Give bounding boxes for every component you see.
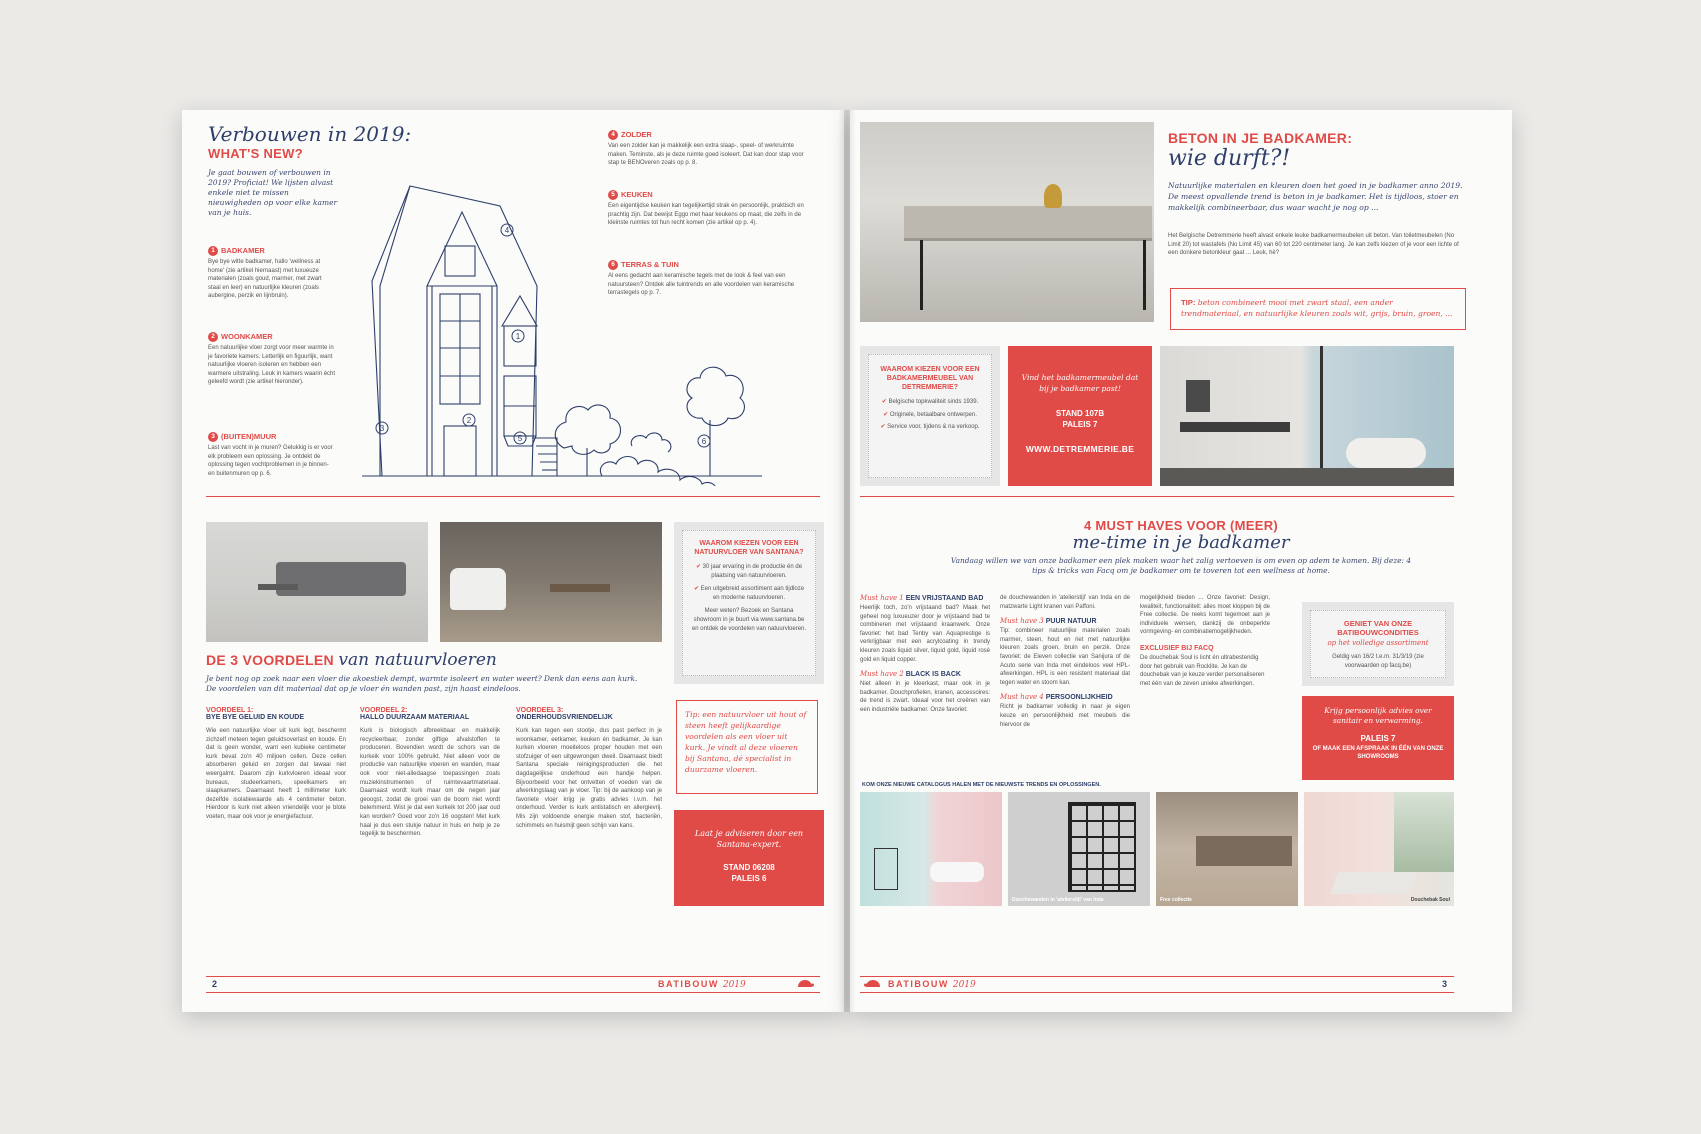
sidebox-item-text: 30 jaar ervaring in de productie én de plaatsing van natuurvloeren. (702, 564, 803, 579)
voordelen-heading (206, 650, 497, 670)
item-text: Van een zolder kan je makkelijk een extra slaap-, speel- of werkruimte maken. Teminste, als je deze ruimte goed isoleert. Dat kan door stap voor stap te BENOveren zoals op p. 8. (608, 143, 804, 167)
brand-name: BATIBOUW (888, 979, 949, 989)
voordeel-label: VOORDEEL 1: (206, 707, 254, 714)
musthaves-heading-navy: me-time in je badkamer (1072, 532, 1290, 553)
sidebox-item (877, 423, 983, 432)
santana-cta-box (674, 810, 824, 906)
cta-paleis: PALEIS 6 (731, 874, 767, 883)
item-title: (BUITEN)MUUR (221, 432, 277, 441)
cta-line: Laat je adviseren door een Santana-expert. (694, 829, 804, 849)
conditions-title: GENIET VAN ONZE BATIBOUWCONDITIES (1337, 619, 1419, 637)
musthave-text: Niet alleen in je kleerkast, maar ook in je badkamer. Douchprofielen, kranen, accessoires: de trend is zwart. Ideaal voor het creëren van een industriële badkamer. Onze favoriet: (860, 681, 990, 713)
check-icon: ✔ (693, 586, 699, 593)
conditions-note: Geldig van 16/2 t.e.m. 31/3/19 (zie voorwaarden op facq.be) (1332, 654, 1424, 669)
beton-body: Het Belgische Detremmerie heeft alvast enkele leuke badkamermeubelen uit beton. Van toiletmeubelen (No Limit 20) tot wastafels (No Limit 45) van 60 tot 220 centimeter lang. Je kan zelfs kiezen of je voor een lichte of een donkere betonkleur gaat ... Leuk, hè? (1168, 233, 1459, 257)
tip-text: Tip: een natuurvloer uit hout of steen heeft gelijkaardige voordelen als een vloer uit kurk. Je vindt al deze vloeren bij Santana, dé specialist in duurzame vloeren. (685, 710, 807, 774)
exclusief-title: EXCLUSIEF BIJ FACQ (1140, 644, 1214, 652)
musthave-title: PERSOONLIJKHEID (1045, 694, 1113, 702)
mirror-shape (1186, 380, 1210, 412)
shower-screen-shape (1068, 802, 1136, 892)
item-zolder (608, 130, 804, 168)
musthave-text: de douchewanden in 'atelierstijl' van Inda en de matzwarte Light kranen van Paffoni. (1000, 595, 1130, 610)
catalog-photo-4 (1304, 792, 1454, 906)
item-number: 4 (608, 130, 618, 140)
cta-line: Krijg persoonlijk advies over sanitair en verwarming. (1324, 706, 1432, 725)
musthave-label: Must have 3 (1000, 617, 1044, 626)
santana-tip-box (676, 700, 818, 794)
footer-line-bottom (206, 992, 820, 993)
bathtub-shape (1346, 438, 1426, 468)
house-label-6: 6 (701, 437, 707, 446)
tip-label: TIP: (1181, 298, 1196, 307)
voordeel-label: VOORDEEL 2: (360, 707, 408, 714)
floor-shape (1160, 468, 1454, 486)
musthaves-heading-red: 4 MUST HAVES VOOR (MEER) (1083, 518, 1279, 533)
cta-url[interactable]: WWW.DETREMMERIE.BE (1025, 444, 1135, 454)
musthave-text: Tip: combineer natuurlijke materialen zoals marmer, steen, hout en riet met natuurlijke kleuren zoals groen, bruin en perzik. Onze favoriet: de Eleven collectie van Sanijura of de Acuto serie van Inda met eindeloos veel HPL-afwerkingen. HPL is een resistent materiaal dat tegen water en stoom kan. (1000, 628, 1130, 686)
voordeel-label: VOORDEEL 3: (516, 707, 564, 714)
conditions-sub: op het volledige assortiment (1327, 639, 1429, 647)
sidebox-extra: Meer weten? Bezoek en Santana showroom in je buurt via www.santana.be en ontdek de voordelen van natuurvloeren. (691, 608, 807, 632)
house-label-3: 3 (379, 424, 385, 433)
item-number: 3 (208, 432, 218, 442)
cta-sub: OF MAAK EEN AFSPRAAK IN ÉÉN VAN ONZE SHOWROOMS (1312, 746, 1444, 760)
brand-year: 2019 (952, 980, 976, 990)
musthaves-intro: Vandaag willen we van onze badkamer een plek maken waar het zalig vertoeven is om even op adem te komen. Bij deze: 4 tips & tricks van Facq om je badkamer om te toveren tot een wellness at home. (950, 556, 1412, 575)
musthave-col-2 (1000, 594, 1130, 729)
house-illustration (332, 176, 772, 486)
item-title: BADKAMER (221, 246, 265, 255)
whats-new-subtitle: WHAT'S NEW? (208, 146, 303, 161)
voordeel-title: BYE BYE GELUID EN KOUDE (206, 714, 305, 721)
catalog-photo-1 (860, 792, 1002, 906)
page-right (850, 110, 1512, 1012)
sidebox-title: WAAROM KIEZEN VOOR EEN NATUURVLOER VAN SANTANA? (694, 540, 804, 556)
gold-figure (1044, 184, 1062, 208)
check-icon: ✔ (881, 399, 887, 405)
house-label-5: 5 (517, 434, 523, 443)
heading-navy: van natuurvloeren (338, 650, 497, 670)
voordeel-title: ONDERHOUDSVRIENDELIJK (516, 714, 613, 721)
santana-sidebox (674, 522, 824, 684)
bench-shape (550, 584, 610, 592)
footer-line (860, 976, 1454, 977)
item-title: ZOLDER (621, 130, 652, 139)
detremmerie-sidebox (860, 346, 1000, 486)
footer-line-bottom (860, 992, 1454, 993)
musthave-label: Must have 4 (1000, 693, 1044, 702)
photo-caption: Douchebak Soul (1410, 897, 1450, 903)
facq-cta-box (1302, 696, 1454, 780)
sofa-shape (276, 562, 406, 596)
whats-new-title: Verbouwen in 2019: (208, 122, 412, 146)
section-divider (860, 496, 1454, 497)
vanity-shape (1196, 836, 1292, 866)
item-number: 1 (208, 246, 218, 256)
item-text: Last van vocht in je muren? Gelukkig is er voor elk probleem een oplossing. Je ontdekt de oplossing tegen vochtproblemen in je binnen- en buitenmuren op p. 6. (208, 445, 333, 477)
photo-caption: Free collectie (1160, 897, 1192, 903)
page-number: 2 (212, 979, 218, 989)
item-text: Al eens gedacht aan keramische tegels met de look & feel van een natuursteen? Ontdek alle tuintrends en alle voordelen van keramische terrastegels op p. 7. (608, 273, 795, 297)
catalog-photo-2 (1008, 792, 1150, 906)
bathtub-shape (930, 862, 984, 882)
sidebox-item (877, 411, 983, 420)
sidebox-item-text: Originele, betaalbare ontwerpen. (889, 411, 977, 418)
sink-shape (904, 206, 1152, 241)
musthave-title: BLACK IS BACK (905, 671, 961, 679)
beton-title-navy: wie durft?! (1168, 146, 1291, 171)
item-text: Een eigentijdse keuken kan tegelijkertijd strak en persoonlijk, praktisch en prachtig zijn. Dat bewijst Eggo met haar keukens op maat, die zelfs in de kleinste ruimtes tot hun recht komen (zie artikel op p. 4). (608, 203, 804, 227)
musthave-title: PUUR NATUUR (1045, 618, 1097, 626)
table-shape (258, 584, 298, 590)
item-woonkamer (208, 332, 336, 387)
item-title: KEUKEN (621, 190, 653, 199)
page-number: 3 (1442, 979, 1448, 989)
photo-concrete-sink (860, 122, 1154, 322)
musthave-title: EEN VRIJSTAAND BAD (905, 595, 984, 602)
musthave-label: Must have 1 (860, 594, 904, 602)
turtle-logo-icon (864, 979, 882, 989)
musthave-label: Must have 2 (860, 670, 904, 679)
house-label-4: 4 (504, 226, 510, 235)
footer-brand (888, 979, 976, 990)
cta-stand: STAND 06208 (723, 863, 775, 872)
footer-line (206, 976, 820, 977)
beton-title-red: BETON IN JE BADKAMER: (1168, 130, 1353, 146)
voordeel-1 (206, 707, 346, 822)
voordeel-2 (360, 707, 500, 839)
vanity-shape (1180, 422, 1290, 432)
voordeel-title: HALLO DUURZAAM MATERIAAL (360, 714, 470, 721)
check-icon: ✔ (695, 564, 701, 570)
sidebox-item-text: Belgische topkwaliteit sinds 1939. (888, 399, 979, 405)
beton-tip (1181, 297, 1455, 319)
turtle-logo-icon (796, 979, 814, 989)
photo-caption: Douchewanden in 'atelierstijl' van Inda (1012, 897, 1104, 903)
facq-conditions-box (1302, 602, 1454, 686)
item-number: 2 (208, 332, 218, 342)
window-view (1394, 792, 1454, 872)
beton-intro: Natuurlijke materialen en kleuren doen het goed in je badkamer anno 2019. De meest opvallende trend is beton in je badkamer. Het is tijdloos, stoer en makkelijk combineerbaar, dus waar wacht je nog op ... (1168, 181, 1463, 212)
musthave-col-1 (860, 594, 990, 715)
item-text: Een natuurlijke vloer zorgt voor meer warmte in je favoriete kamers. Letterlijk en figuurlijk, want natuurlijke vloeren isoleren en hebben een warmere uitstraling. Leuk in kamers waarin écht geleefd wordt (zie artikel hieronder). (208, 345, 336, 386)
sidebox-item (691, 585, 807, 602)
photo-livingroom (206, 522, 428, 642)
photo-bathroom-floor (440, 522, 662, 642)
musthave-text: Heerlijk toch, zo'n vrijstaand bad? Maak het geheel nog luxueuzer door je vrijstaand bad te combineren met vrijstaand kraanwerk. Onze favoriet: het bad Tenby van Aquaprestige is verkrijgbaar met een acrylcoating in trendy kleuren zoals liquid silver, liquid gold, liquid rosé gold en liquid copper. (860, 605, 990, 663)
item-text: Bye bye witte badkamer, hallo 'wellness at home' (zie artikel hiernaast) met luxueuze materialen (zoals goud, marmer, met zwart staal en leer) en natuurlijke kleuren (zoals aubergine, perzik en lijnbruin). (208, 259, 322, 300)
tip-text: beton combineert mooi met zwart staal, een ander trendmateriaal, en natuurlijke kleuren zoals wit, grijs, bruin, groen, ... (1181, 298, 1453, 318)
exclusief-text: De douchebak Soul is licht én ultrabestendig door het gebruik van Rocklite. Je kan de douchebak van je keuze verder personaliseren met één van de zeven unieke afwerkingen. (1140, 654, 1265, 687)
item-badkamer (208, 246, 336, 301)
item-title: WOONKAMER (221, 332, 273, 341)
voordelen-intro: Je bent nog op zoek naar een vloer die akoestiek dempt, warmte isoleert en water weert? Denk dan eens aan kurk. De voordelen van dit materiaal dat op je vloer én wanden past, zijn haast eindeloos. (206, 674, 638, 693)
beton-tip-box (1170, 288, 1466, 330)
cta-paleis: PALEIS 7 (1062, 420, 1098, 429)
item-title: TERRAS & TUIN (621, 260, 679, 269)
item-number: 6 (608, 260, 618, 270)
heading-red: DE 3 VOORDELEN (206, 652, 334, 668)
voordeel-text: Kurk is biologisch afbreekbaar en makkelijk recycleerbaar, zonder giftige afvalstoffen te produceren. Bovendien wordt de schors van de kurkeik voor 100% gebruikt. Niet alleen voor de productie van natuurlijke vloeren en wanden, maar ook voor niet-alledaagse toepassingen zoals muziekinstrumenten of ruimtevaartmateriaal. Daarnaast wordt kurk maar om de negen jaar geoogst, zodat de groei van de boom niet wordt belemmerd. Wist je dat een kurkeik tot 200 jaar oud kan worden? Goed voor zo'n 16 oogsten! Met kurk haal je dus een stukje natuur in huis en help je ze tegelijk te beschermen. (360, 728, 500, 838)
sidebox-item (877, 398, 983, 407)
voordeel-text: Wie een natuurlijke vloer uit kurk legt, beschermt zichzelf meteen tegen geluidsoverlast en koude. En dat is geen wonder, want een kubieke centimeter kurk bevat zo'n 40 miljoen cellen. Deze cellen absorberen geluid en zorgen dat lawaai niet weergalmt. Daarom zijn kurkvloeren ideaal voor bureaus, studeerkamers, speelkamers en slaapkamers. Daarnaast heeft 1 millimeter kurk dezelfde isolatiewaarde als 4 centimeter beton. Hierdoor is kurk niet alleen vriendelijk voor je blote voeten, maar ook voor je energiefactuur. (206, 728, 346, 820)
shower-tray-shape (1330, 872, 1418, 894)
musthave-text: mogelijkheid bieden ... Onze favoriet: Design, kwaliteit, functionaliteit: alles moet kloppen bij de Free collectie. De reeks komt tegemoet aan je individuele wensen, dankzij de onbeperkte vormgeving- en combinatiemogelijkheden. (1140, 595, 1270, 636)
sidebox-item-text: Service voor, tijdens & na verkoop. (887, 424, 980, 431)
catalog-strip-label: KOM ONZE NIEUWE CATALOGUS HALEN MET DE NIEUWSTE TRENDS EN OPLOSSINGEN. (862, 782, 1101, 788)
voordeel-text: Kurk kan tegen een stootje, dus past perfect in je woonkamer, eetkamer, keuken én badkamer. Je kan kurken vloeren moeiteloos proper houden met een stofzuiger of een uitgewrongen dweil. Daarnaast biedt Santana speciale reinigingsproducten die het dagdagelijkse onderhoud een handje helpen. Bijvoorbeeld voor het ontvetten of voeden van de afwerkingslaag van je vloer. Tip: bij de aankoop van je favoriete vloer krijg je gratis advies i.v.m. het onderhoud. Verder is kurk antistatisch en allergievrij. Mis zijn voldoende energie maken stof, bacteriën, schimmels en huismijt geen schijn van kans. (516, 728, 662, 829)
item-number: 5 (608, 190, 618, 200)
sidebox-title: WAAROM KIEZEN VOOR EEN BADKAMERMEUBEL VAN DETREMMERIE? (880, 366, 980, 391)
house-label-2: 2 (466, 416, 472, 425)
stand-shape (874, 848, 898, 890)
cta-stand: STAND 107B (1055, 409, 1105, 418)
cta-line: Vind het badkamermeubel dat bij je badkamer past! (1021, 373, 1139, 393)
sink-legs (920, 240, 1146, 310)
musthave-text: Richt je badkamer volledig in naar je eigen keuze en persoonlijkheid met meubels die hiervoor de (1000, 704, 1130, 728)
whats-new-intro: Je gaat bouwen of verbouwen in 2019? Proficiat! We lijsten alvast enkele niet te missen nieuwigheden op voor elke kamer van je huis. (208, 168, 338, 217)
sidebox-item-text: Een uitgebreid assortiment aan tijdloze en moderne natuurvloeren. (700, 586, 805, 601)
sidebox-item (691, 563, 807, 580)
page-left (182, 110, 844, 1012)
gutter-shadow (838, 110, 856, 1012)
catalog-photo-3 (1156, 792, 1298, 906)
item-buitenmuur (208, 432, 336, 478)
house-label-1: 1 (515, 332, 521, 341)
musthave-col-3 (1140, 594, 1270, 688)
photo-bathroom-sea (1160, 346, 1454, 486)
check-icon: ✔ (883, 411, 889, 418)
brand-name: BATIBOUW (658, 979, 719, 989)
voordeel-3 (516, 707, 662, 830)
bathtub-shape (450, 568, 506, 610)
section-divider (206, 496, 820, 497)
cta-paleis: PALEIS 7 (1360, 734, 1396, 743)
footer-brand (658, 979, 746, 990)
magazine-spread (182, 110, 1512, 1012)
detremmerie-cta-box (1008, 346, 1152, 486)
brand-year: 2019 (722, 980, 746, 990)
check-icon: ✔ (880, 424, 886, 431)
